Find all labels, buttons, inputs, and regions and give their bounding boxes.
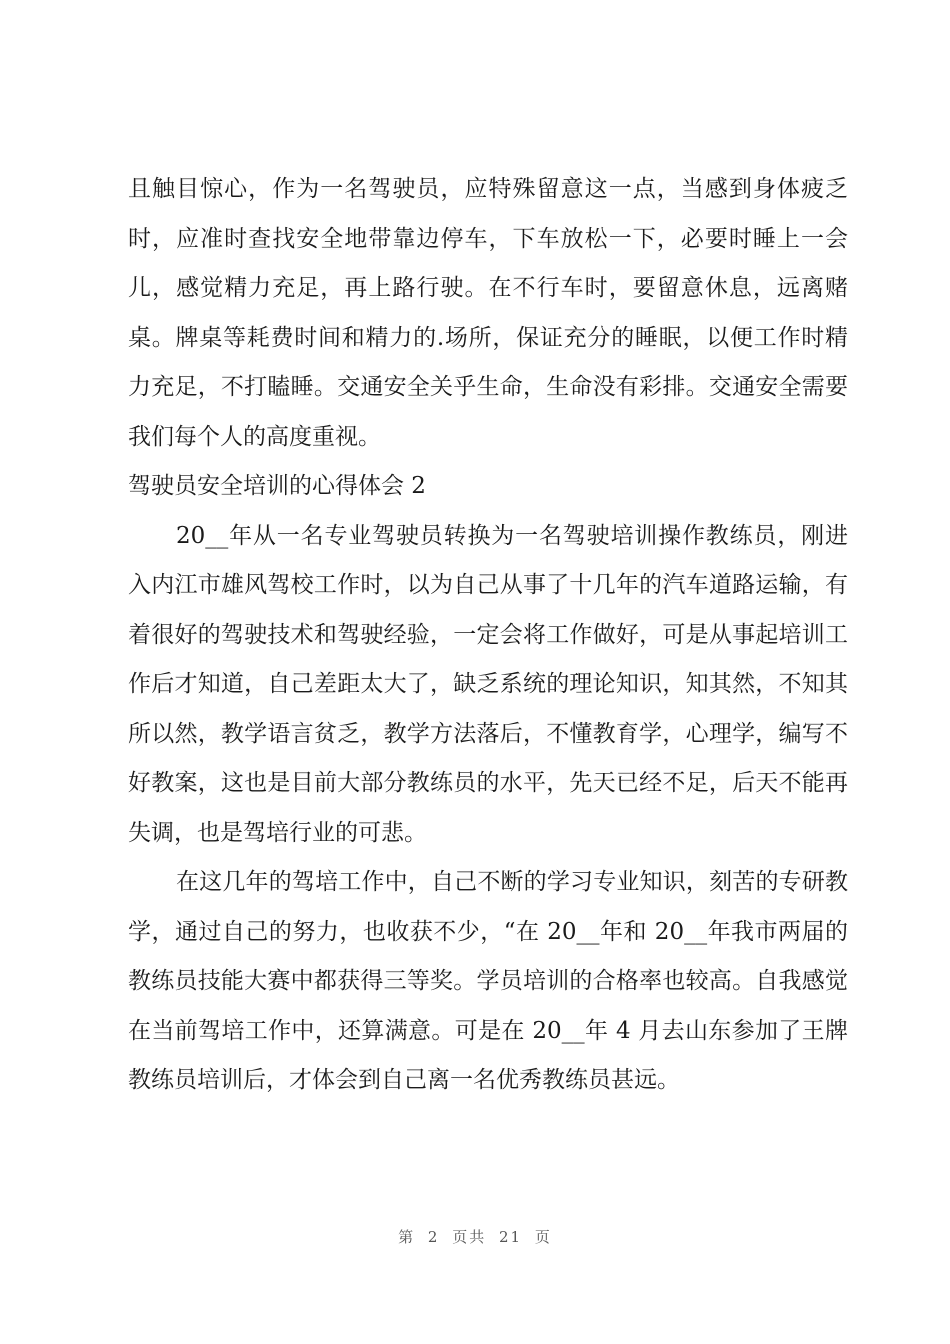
paragraph-1: 且触目惊心，作为一名驾驶员，应特殊留意这一点，当感到身体疲乏时，应准时查找安全地带靠边停车，下车放松一下，必要时睡上一会儿，感觉精力充足，再上路行驶。在不行车时，要留意休息，远离赌桌。牌桌等耗费时间和精力的.场所，保证充分的睡眠，以便工作时精力充足，不打瞌睡。交通安全关乎生命，生命没有彩排。交通安全需要我们每个人的高度重视。 [128, 176, 848, 450]
document-body [128, 165, 848, 1106]
paragraph-3: 在这几年的驾培工作中，自己不断的学习专业知识，刻苦的专研教学，通过自己的努力，也收获不少，“在 20__年和 20__年我市两届的教练员技能大赛中都获得三等奖。学员培训的合格率也较高。自我感觉在当前驾培工作中，还算满意。可是在 20__年 4 月去山东参加了王牌教练员培训后，才体会到自己离一名优秀教练员甚远。 [128, 869, 848, 1093]
paragraph-2: 20__年从一名专业驾驶员转换为一名驾驶培训操作教练员，刚进入内江市雄风驾校工作时，以为自己从事了十几年的汽车道路运输，有着很好的驾驶技术和驾驶经验，一定会将工作做好，可是从事起培训工作后才知道，自己差距太大了，缺乏系统的理论知识，知其然，不知其所以然，教学语言贫乏，教学方法落后，不懂教育学，心理学，编写不好教案，这也是目前大部分教练员的水平，先天已经不足，后天不能再失调，也是驾培行业的可悲。 [128, 522, 848, 846]
section-heading: 驾驶员安全培训的心得体会 2 [128, 473, 426, 499]
page-number-footer: 第 2 页共 21 页 [398, 1228, 552, 1246]
